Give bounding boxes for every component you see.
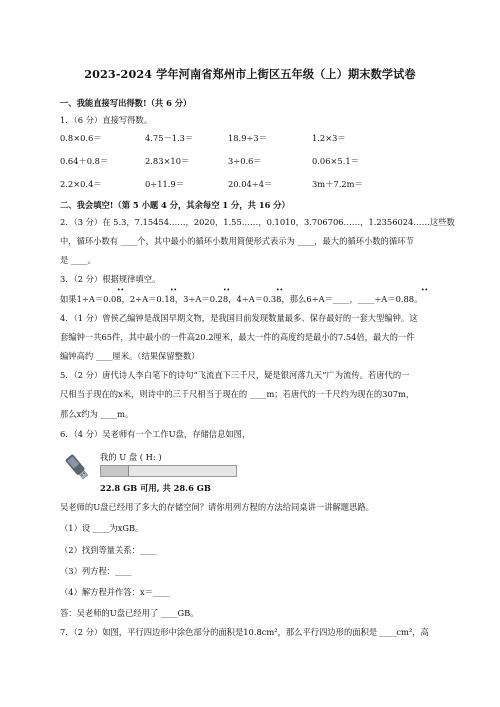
q6-line: （1）设 ____为xGB。 bbox=[60, 523, 144, 533]
q7-line: 7．（2 分）如图，平行四边形中涂色部分的面积是10.8cm²，那么平行四边形的面积是 ____cm²，高 bbox=[60, 627, 429, 637]
repeating-dots-icon: •• bbox=[117, 287, 125, 294]
q5-line: 尺相当于现在的x米，则诗中的三千尺相当于现在的 ____m；若唐代的一千尺约为现在的307m， bbox=[60, 389, 415, 399]
q6-heading: 6．（4 分）吴老师有一个工作U盘，存储信息如图， bbox=[60, 429, 251, 439]
calc-item: 3÷0.6＝ bbox=[228, 156, 262, 166]
q4-line: 编钟高约 ____厘米。（结果保留整数） bbox=[60, 351, 200, 361]
repeating-dots-icon: •• bbox=[170, 287, 178, 294]
calc-item: 4.75－1.3＝ bbox=[145, 133, 194, 143]
repeating-dots-icon: •• bbox=[276, 287, 284, 294]
calc-item: 2.2×0.4＝ bbox=[60, 179, 102, 189]
q6-answer: 答：吴老师的U盘已经用了 ____GB。 bbox=[60, 608, 199, 618]
q6-line: （4）解方程并作答：x＝____ bbox=[60, 587, 170, 597]
q6-line: （3）列方程：____ bbox=[60, 566, 132, 576]
calc-item: 3m＋7.2m＝ bbox=[312, 179, 363, 189]
calc-item: 0.06×5.1＝ bbox=[312, 156, 359, 166]
calc-item: 1.2×3＝ bbox=[312, 133, 346, 143]
calc-item: 0.64＋0.8＝ bbox=[60, 156, 109, 166]
calc-item: 20.04÷4＝ bbox=[228, 179, 273, 189]
exam-title: 2023-2024 学年河南省郑州市上街区五年级（上）期末数学试卷 bbox=[84, 67, 416, 81]
usb-title: 我的 U 盘 ( H: ) bbox=[100, 452, 162, 462]
calc-item: 0÷11.9＝ bbox=[145, 179, 185, 189]
q2-line: 是 ____。 bbox=[60, 255, 96, 265]
q3-line: 如果1÷A＝0.08，2÷A＝0.18，3÷A＝0.28，4÷A＝0.38，那么6÷A＝____，____÷A＝0.88。 bbox=[60, 294, 423, 304]
section2-heading: 二、我会填空!（第 5 小题 4 分，其余每空 1 分，共 16 分） bbox=[60, 200, 290, 210]
usb-drive-icon bbox=[64, 452, 90, 482]
section1-heading: 一、我能直接写出得数!（共 6 分） bbox=[60, 98, 192, 108]
usb-drive-panel bbox=[64, 451, 244, 491]
q1-text: 1．（6 分）直接写得数。 bbox=[60, 115, 153, 125]
q6-line: 吴老师的U盘已经用了多大的存储空间？请你用列方程的方法给同桌讲一讲解题思路。 bbox=[60, 502, 374, 512]
calc-item: 0.8×0.6＝ bbox=[60, 133, 102, 143]
usb-capacity-caption: 22.8 GB 可用, 共 28.6 GB bbox=[100, 483, 211, 493]
calc-item: 2.83×10＝ bbox=[145, 156, 190, 166]
q3-heading: 3．（2 分）根据规律填空。 bbox=[60, 274, 161, 284]
q5-line: 那么x约为 ____m。 bbox=[60, 409, 134, 419]
repeating-dots-icon: •• bbox=[421, 287, 429, 294]
q2-line: 2．（3 分）在 5.3，7.15454……，2020，1.55……，0.1010，3.706706……，1.2356024……这些数 bbox=[60, 217, 455, 227]
usb-capacity-bar bbox=[100, 465, 237, 477]
q2-line: 中，循环小数有 ____个，其中最小的循环小数用简便形式表示为 ____，最大的循环小数的循环节 bbox=[60, 236, 414, 246]
q5-line: 5．（2 分）唐代诗人李白笔下的诗句“飞流直下三千尺，疑是银河落九天”广为流传。若唐代的一 bbox=[60, 370, 410, 380]
q4-line: 套编钟一共65件，其中最小的一件高20.2厘米，最大一件的高度约是最小的7.54倍，最大的一件 bbox=[60, 332, 415, 342]
q6-line: （2）找到等量关系：____ bbox=[60, 545, 157, 555]
usb-used-fill bbox=[101, 466, 129, 476]
calc-item: 18.9÷3＝ bbox=[228, 133, 268, 143]
repeating-dots-icon: •• bbox=[223, 287, 231, 294]
q4-line: 4．（1 分）曾侯乙编钟是战国早期文物，是我国目前发现数量最多、保存最好的一套大型编钟。这 bbox=[60, 313, 418, 323]
